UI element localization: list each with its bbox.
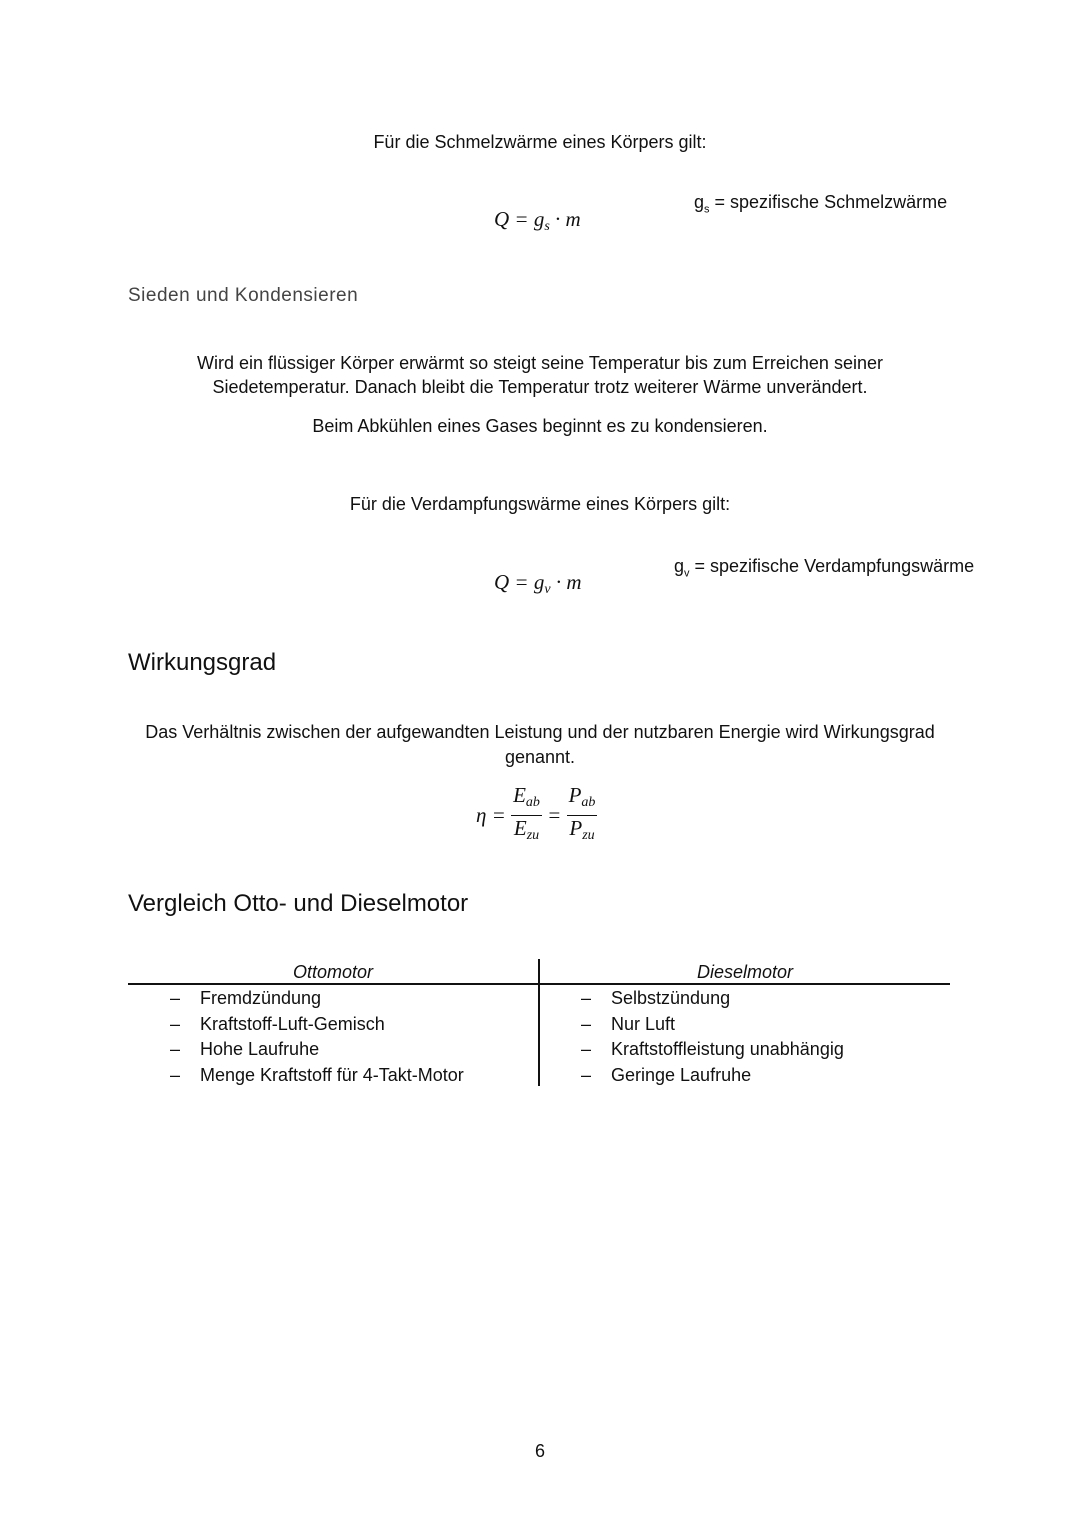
list-item: – Hohe Laufruhe <box>170 1039 320 1059</box>
list-item: – Menge Kraftstoff für 4-Takt-Motor <box>170 1064 464 1085</box>
page-number: 6 <box>534 1441 545 1461</box>
fraction-power: $\frac{P_{ab}}{P_{zu}}$ <box>568 783 596 843</box>
section-heading-sieden: Sieden und Kondensieren <box>128 285 359 306</box>
sieden-para2: Beim Abkühlen eines Gases beginnt es zu kondensieren. <box>312 416 768 436</box>
ottomotor-list <box>170 986 464 1088</box>
list-item: – Kraftstoffleistung unabhängig <box>581 1039 844 1059</box>
wirkungsgrad-formula: η = $\frac{E_{ab}}{E_{zu}}$ = $\frac{P_{ab}}{P_{zu}}$ <box>476 783 597 848</box>
schmelz-intro: Für die Schmelzwärme eines Körpers gilt: <box>373 132 707 152</box>
verdampf-formula: $Q = g_v \cdot m$ <box>494 570 582 597</box>
verdampf-intro: Für die Verdampfungswärme eines Körpers gilt: <box>349 494 731 514</box>
wirkungsgrad-para-line2: genannt. <box>504 747 576 767</box>
schmelz-formula: $Q = g_s \cdot m$ <box>494 207 581 234</box>
sieden-para1-line2: Siedetemperatur. Danach bleibt die Temperatur trotz weiterer Wärme unverändert. <box>212 377 868 397</box>
list-item: – Selbstzündung <box>581 988 731 1008</box>
col-header-dieselmotor: Dieselmotor <box>696 962 794 982</box>
sieden-para1-line1: Wird ein flüssiger Körper erwärmt so steigt seine Temperatur bis zum Erreichen seiner <box>197 353 883 373</box>
list-item: – Fremdzündung <box>170 988 322 1008</box>
schmelz-legend: $g_s$ = spezifische Schmelzwärme <box>694 192 948 216</box>
verdampf-legend: $g_v$ = spezifische Verdampfungswärme <box>674 556 975 580</box>
list-item: – Kraftstoff-Luft-Gemisch <box>170 1013 385 1034</box>
section-heading-wirkungsgrad: Wirkungsgrad <box>128 649 277 676</box>
list-item: – Geringe Laufruhe <box>581 1064 752 1085</box>
fraction-energy: $\frac{E_{ab}}{E_{zu}}$ <box>513 783 540 843</box>
list-item: – Nur Luft <box>581 1013 676 1034</box>
col-header-ottomotor: Ottomotor <box>292 962 374 982</box>
wirkungsgrad-para-line1: Das Verhältnis zwischen der aufgewandten Leistung und der nutzbaren Energie wird Wirkungsgrad <box>145 722 935 742</box>
section-heading-vergleich: Vergleich Otto- und Dieselmotor <box>128 890 469 917</box>
dieselmotor-list <box>581 986 844 1088</box>
